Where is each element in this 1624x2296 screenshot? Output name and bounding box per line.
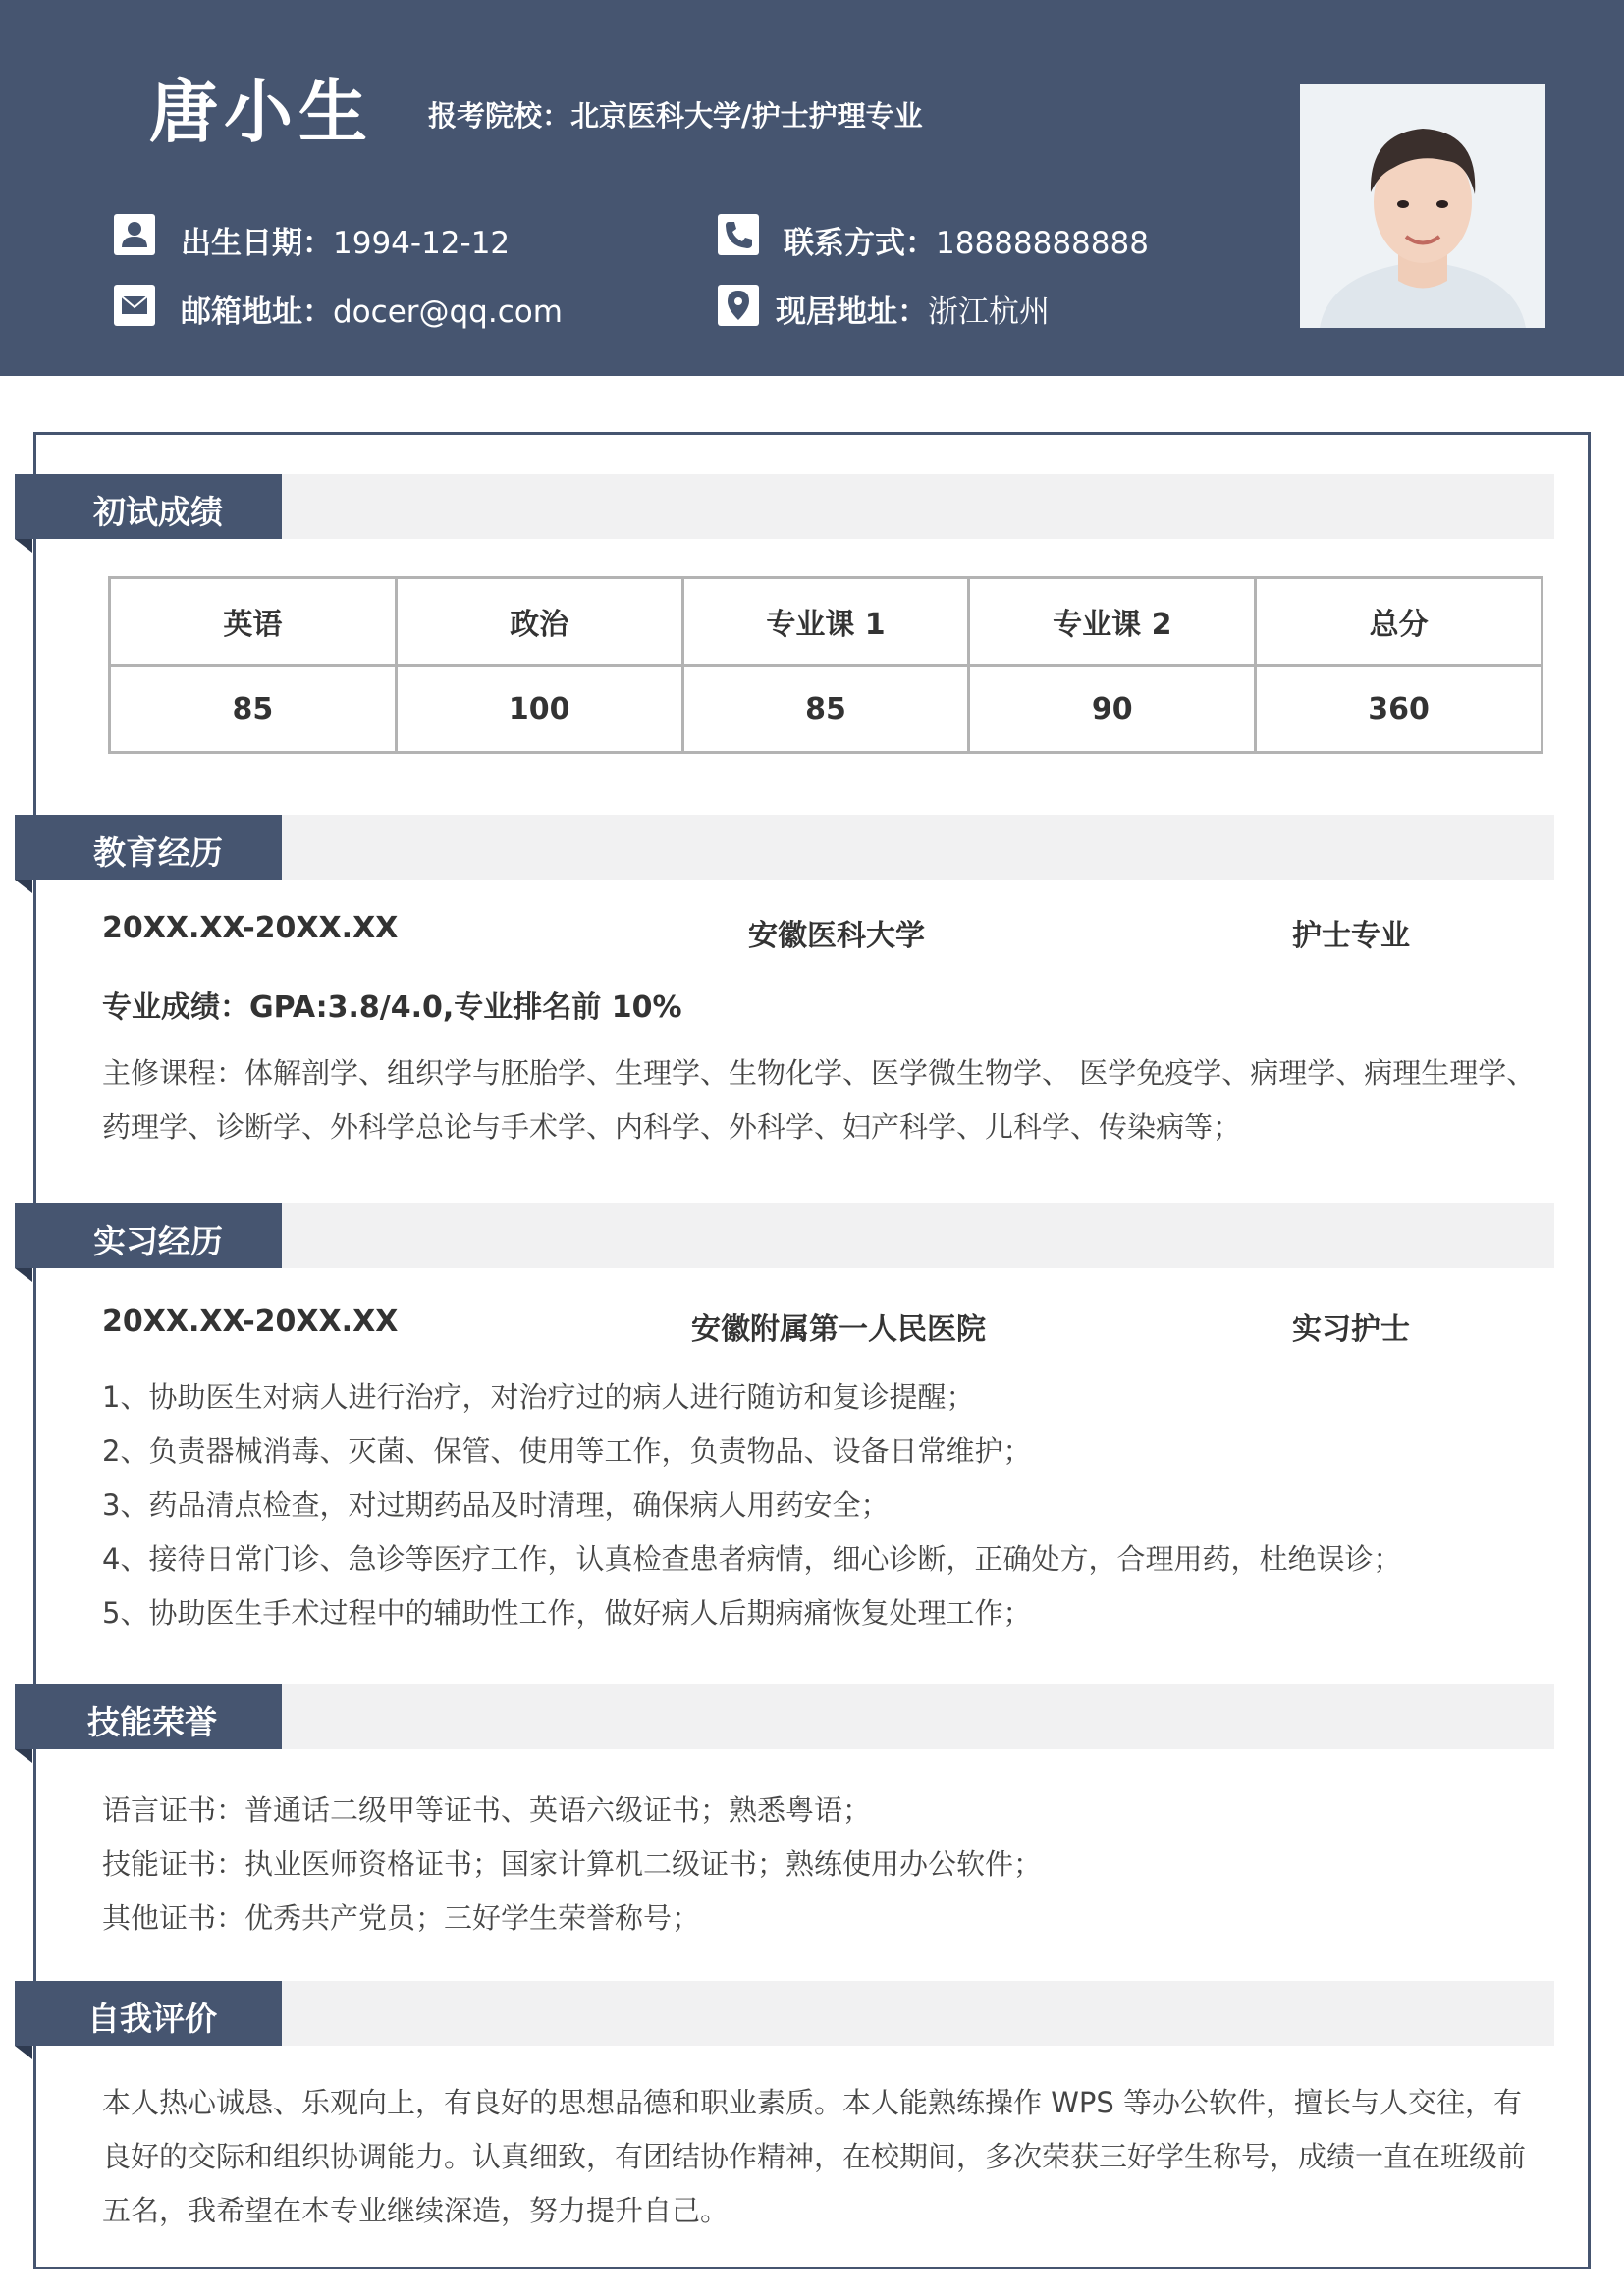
skills-section-tab xyxy=(15,1684,282,1749)
address-info xyxy=(776,287,1050,331)
score-header-row xyxy=(110,578,1543,666)
education-section-fold xyxy=(15,880,32,893)
internship-section-fold xyxy=(15,1268,32,1282)
self-eval-section-tab xyxy=(15,1981,282,2046)
phone-info xyxy=(784,218,1149,262)
birth-label: 出生日期： xyxy=(181,226,333,261)
birth-info xyxy=(181,218,510,262)
skills-section-fold xyxy=(15,1749,32,1763)
score-header-cell: 政治 xyxy=(396,578,682,666)
email-value: docer@qq.com xyxy=(333,294,563,330)
score-value-cell: 85 xyxy=(682,666,969,753)
address-label: 现居地址： xyxy=(776,294,928,330)
phone-value: 18888888888 xyxy=(936,226,1149,261)
education-school: 安徽医科大学 xyxy=(748,919,925,953)
internship-duty: 1、协助医生对病人进行治疗，对治疗过的病人进行随访和复诊提醒； xyxy=(102,1380,975,1414)
user-icon-svg xyxy=(114,214,155,255)
internship-duty: 2、负责器械消毒、灭菌、保管、使用等工作，负责物品、设备日常维护； xyxy=(102,1434,1032,1468)
score-table xyxy=(108,576,1543,754)
score-value-cell: 90 xyxy=(969,666,1256,753)
scores-section-fold xyxy=(15,539,32,553)
phone-icon xyxy=(718,214,759,255)
internship-hospital: 安徽附属第一人民医院 xyxy=(691,1312,986,1347)
score-header-cell: 专业课 2 xyxy=(969,578,1256,666)
internship-duty: 3、药品清点检查，对过期药品及时清理，确保病人用药安全； xyxy=(102,1488,890,1522)
email-info xyxy=(181,287,563,331)
self-eval-section-fold xyxy=(15,2046,32,2059)
self-eval-text: 本人热心诚恳、乐观向上，有良好的思想品德和职业素质。本人能熟练操作 WPS 等办公软件，擅长与人交往，有良好的交际和组织协调能力。认真细致，有团结协作精神，在校期间，多次荣获三好学生称号，成绩一直在班级前五名，我希望在本专业继续深造，努力提升自己。 xyxy=(102,2086,1527,2227)
education-gpa: 专业成绩：GPA:3.8/4.0,专业排名前 10% xyxy=(102,990,682,1025)
internship-duty: 5、协助医生手术过程中的辅助性工作，做好病人后期病痛恢复处理工作； xyxy=(102,1596,1032,1629)
internship-section-tab xyxy=(15,1203,282,1268)
education-section-title: 教育经历 xyxy=(93,833,223,872)
score-header-cell: 总分 xyxy=(1256,578,1543,666)
envelope-icon-svg xyxy=(114,285,155,326)
self-eval-section-title: 自我评价 xyxy=(87,2000,217,2038)
score-value-cell: 85 xyxy=(110,666,397,753)
phone-icon-svg xyxy=(718,214,759,255)
internship-section-title: 实习经历 xyxy=(93,1222,223,1260)
location-pin-icon-svg xyxy=(718,285,759,326)
score-value-cell: 360 xyxy=(1256,666,1543,753)
address-value: 浙江杭州 xyxy=(928,294,1050,330)
score-value-row xyxy=(110,666,1543,753)
internship-role: 实习护士 xyxy=(1292,1312,1410,1347)
score-value-cell: 100 xyxy=(396,666,682,753)
resume-header xyxy=(0,0,1624,376)
portrait-illustration xyxy=(1300,84,1545,328)
candidate-name: 唐小生 xyxy=(149,72,373,152)
education-period: 20XX.XX-20XX.XX xyxy=(102,911,399,945)
location-pin-icon xyxy=(718,285,759,326)
score-header-cell: 专业课 1 xyxy=(682,578,969,666)
skill-item: 技能证书：执业医师资格证书；国家计算机二级证书；熟练使用办公软件； xyxy=(102,1847,1043,1881)
education-section-tab xyxy=(15,815,282,880)
target-school: 报考院校：北京医科大学/护士护理专业 xyxy=(428,99,923,133)
email-label: 邮箱地址： xyxy=(181,294,333,330)
education-major: 护士专业 xyxy=(1292,919,1410,953)
education-courses: 主修课程：体解剖学、组织学与胚胎学、生理学、生物化学、医学微生物学、 医学免疫学、病理学、病理生理学、药理学、诊断学、外科学总论与手术学、内科学、外科学、妇产科学、儿科学、传染病等； xyxy=(102,1056,1536,1144)
skill-item: 其他证书：优秀共产党员；三好学生荣誉称号； xyxy=(102,1901,701,1935)
envelope-icon xyxy=(114,285,155,326)
phone-label: 联系方式： xyxy=(784,226,936,261)
skills-section-title: 技能荣誉 xyxy=(87,1703,217,1741)
internship-duty: 4、接待日常门诊、急诊等医疗工作，认真检查患者病情，细心诊断，正确处方，合理用药，杜绝误诊； xyxy=(102,1542,1402,1575)
profile-photo xyxy=(1300,84,1545,328)
birth-value: 1994-12-12 xyxy=(333,226,511,261)
user-icon xyxy=(114,214,155,255)
internship-period: 20XX.XX-20XX.XX xyxy=(102,1305,399,1339)
scores-section-tab xyxy=(15,474,282,539)
skill-item: 语言证书：普通话二级甲等证书、英语六级证书；熟悉粤语； xyxy=(102,1793,872,1827)
score-header-cell: 英语 xyxy=(110,578,397,666)
scores-section-title: 初试成绩 xyxy=(93,493,223,531)
